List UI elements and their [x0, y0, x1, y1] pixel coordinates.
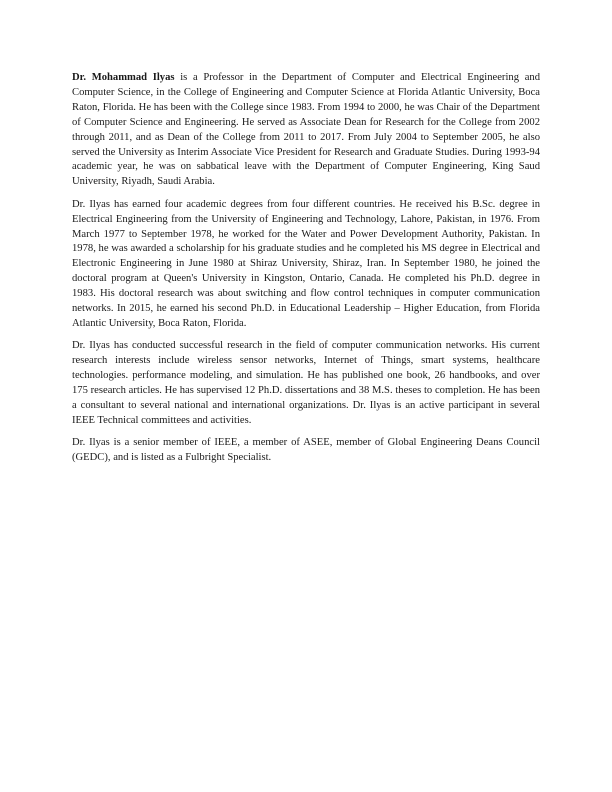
paragraph-career — [72, 71, 540, 190]
biography-document — [72, 71, 540, 474]
paragraph-education: Dr. Ilyas has earned four academic degrees from four different countries. He received his B.Sc. degree in Electrical Engineering from the University of Engineering and Technology, Lahore, Pakistan, in 1976. From March 1977 to September 1978, he worked for the Water and Power Development Authority, Pakistan. In 1978, he was awarded a scholarship for his graduate studies and he completed his MS degree in Electrical and Electronic Engineering in June 1980 at Shiraz University, Shiraz, Iran. In September 1980, he joined the doctoral program at Queen's University in Kingston, Ontario, Canada. He completed his Ph.D. degree in 1983. His doctoral research was about switching and flow control techniques in computer communication networks. In 2015, he earned his second Ph.D. in Educational Leadership – Higher Education, from Florida Atlantic University, Boca Raton, Florida. — [72, 198, 540, 329]
paragraph-research: Dr. Ilyas has conducted successful research in the field of computer communication networks. His current research interests include wireless sensor networks, Internet of Things, smart systems, healthcare technologies. performance modeling, and simulation. He has published one book, 26 handbooks, and over 175 research articles. He has supervised 12 Ph.D. dissertations and 38 M.S. theses to completion. He has been a consultant to several national and international organizations. Dr. Ilyas is an active participant in several IEEE Technical committees and activities. — [72, 340, 540, 426]
paragraph-career-text: is a Professor in the Department of Computer and Electrical Engineering and Computer Science, in the College of Engineering and Computer Science at Florida Atlantic University, Boca Raton, Florida. He has been with the College since 1983. From 1994 to 2000, he was Chair of the Department of Computer Science and Engineering. He served as Associate Dean for Research for the College from 2002 through 2011, and as Dean of the College from 2011 to 2017. From July 2004 to September 2005, he also served the University as Interim Associate Vice President for Research and Graduate Studies. During 1993-94 academic year, he was on sabbatical leave with the Department of Computer Engineering, King Saud University, Riyadh, Saudi Arabia. — [72, 72, 540, 188]
paragraph-memberships: Dr. Ilyas is a senior member of IEEE, a member of ASEE, member of Global Engineering Deans Council (GEDC), and is listed as a Fulbright Specialist. — [72, 437, 540, 464]
author-name: Dr. Mohammad Ilyas — [72, 72, 175, 83]
